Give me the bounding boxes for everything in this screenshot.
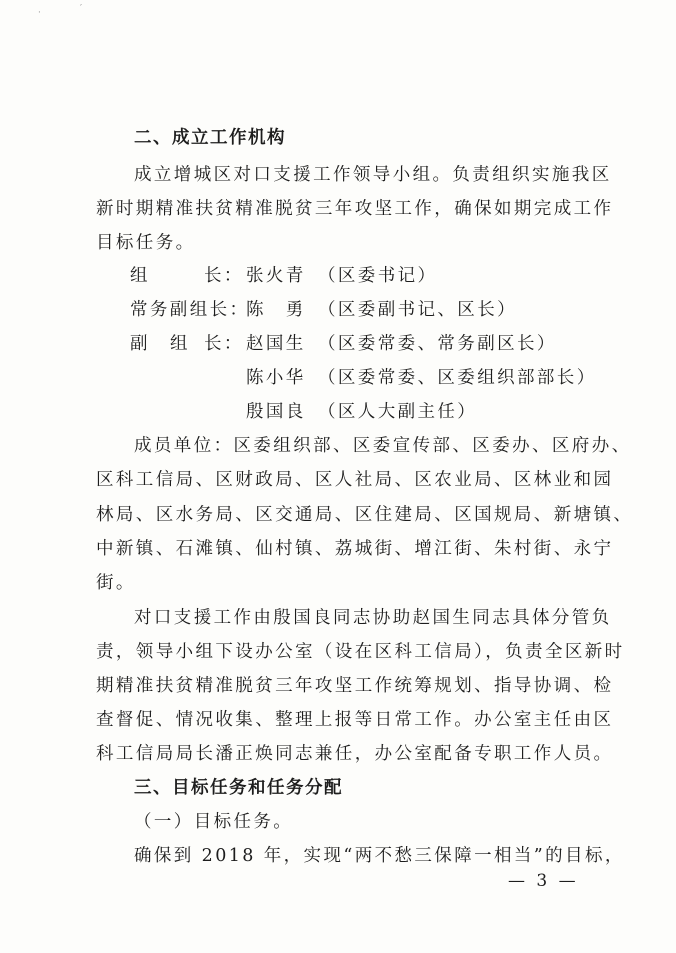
roster-row-executive-deputy [0, 302, 676, 322]
roster-role: 常务副组长： [130, 300, 250, 320]
scan-mark: ′ [80, 4, 83, 14]
goal-line: 确保到 2018 年，实现“两不愁三保障一相当”的目标， [134, 846, 625, 866]
roster-title: （区委常委、区委组织部部长） [318, 368, 597, 388]
office-line: 责，领导小组下设办公室（设在区科工信局），负责全区新时 [96, 642, 625, 662]
members-line: 林局、区水务局、区交通局、区住建局、区国规局、新塘镇、 [96, 505, 634, 525]
intro-line: 成立增城区对口支援工作领导小组。负责组织实施我区 [134, 165, 612, 185]
roster-title: （区委常委、常务副区长） [318, 334, 557, 354]
members-line: 成员单位：区委组织部、区委宣传部、区委办、区府办、 [134, 436, 632, 456]
roster-role: 长： [204, 334, 244, 354]
roster-row-deputy [0, 336, 676, 356]
members-line: 街。 [96, 573, 136, 593]
roster-title: （区委副书记、区长） [318, 300, 517, 320]
roster-title: （区委书记） [318, 266, 438, 286]
roster-name: 陈 勇 [246, 300, 306, 320]
section-heading-3: 三、目标任务和任务分配 [134, 778, 343, 798]
members-line: 中新镇、石滩镇、仙村镇、荔城街、增江街、朱村街、永宁 [96, 539, 614, 559]
roster-title: （区人大副主任） [318, 402, 478, 422]
subheading: （一）目标任务。 [134, 812, 294, 832]
roster-role: 副 [130, 334, 150, 354]
roster-name: 张火青 [246, 266, 306, 286]
roster-name: 殷国良 [246, 402, 306, 422]
page-number: — 3 — [508, 871, 579, 891]
roster-name: 赵国生 [246, 334, 306, 354]
office-line: 对口支援工作由殷国良同志协助赵国生同志具体分管负 [134, 608, 612, 628]
office-line: 科工信局局长潘正焕同志兼任，办公室配备专职工作人员。 [96, 744, 614, 764]
members-line: 区科工信局、区财政局、区人社局、区农业局、区林业和园 [96, 470, 614, 490]
roster-row-leader [0, 268, 676, 288]
roster-role: 组 [170, 334, 190, 354]
section-heading-2: 二、成立工作机构 [134, 128, 286, 148]
intro-line: 新时期精准扶贫精准脱贫三年攻坚工作，确保如期完成工作 [96, 199, 614, 219]
roster-role: 长： [204, 266, 244, 286]
roster-name: 陈小华 [246, 368, 306, 388]
intro-line: 目标任务。 [96, 233, 196, 253]
office-line: 查督促、情况收集、整理上报等日常工作。办公室主任由区 [96, 710, 614, 730]
roster-row-deputy [0, 404, 676, 424]
roster-row-deputy [0, 370, 676, 390]
office-line: 期精准扶贫精准脱贫三年攻坚工作统筹规划、指导协调、检 [96, 676, 614, 696]
roster-role: 组 [130, 266, 150, 286]
scan-mark: · [38, 8, 41, 18]
